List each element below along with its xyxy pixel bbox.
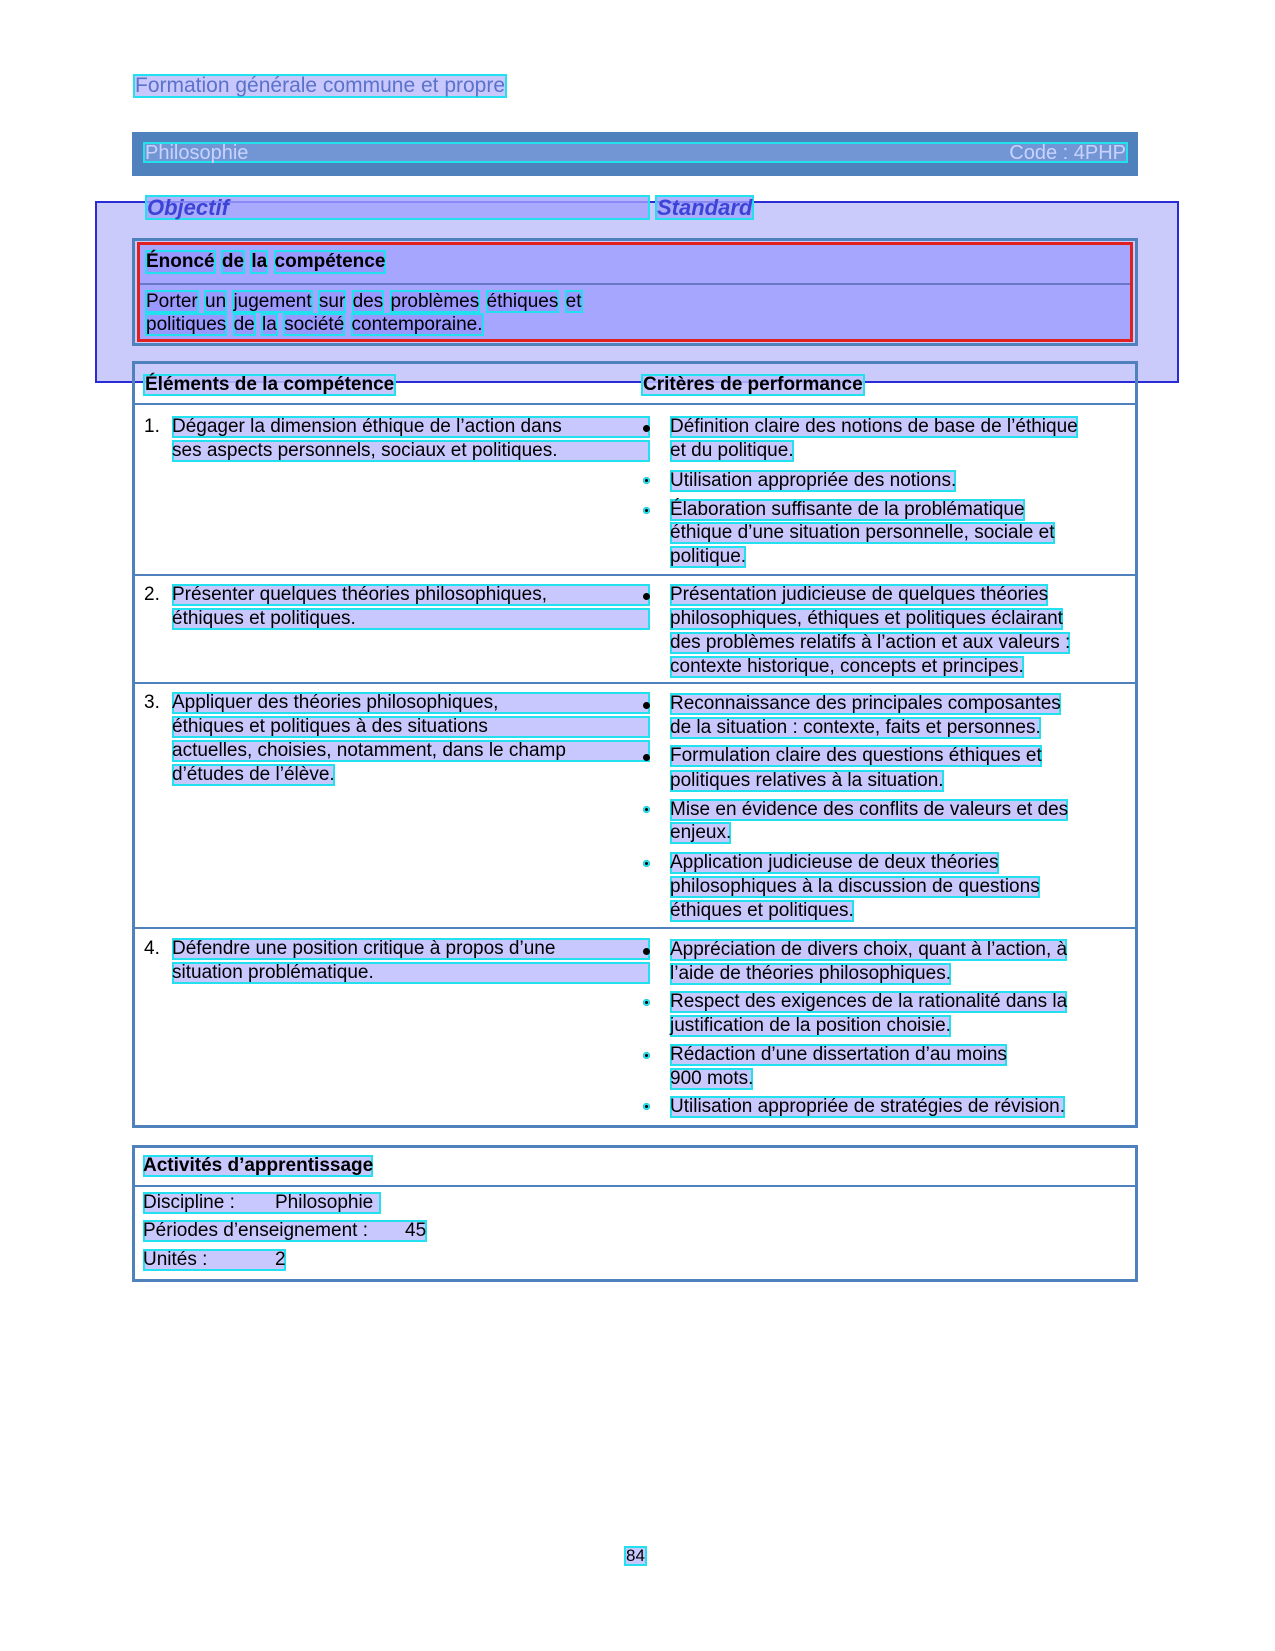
enonce-title-word: compétence — [274, 251, 386, 272]
element-text-line: actuelles, choisies, notamment, dans le champ — [172, 740, 650, 762]
criterion-text-line: l’aide de théories philosophiques. — [670, 963, 951, 984]
column-header-elements: Éléments de la compétence — [145, 374, 395, 395]
page-number: 84 — [626, 1546, 645, 1565]
element-text-line: éthiques et politiques. — [172, 608, 650, 630]
table-row-divider — [135, 574, 1135, 576]
enonce-word: de — [233, 314, 255, 335]
enonce-word: jugement — [233, 291, 312, 312]
bullet-icon — [643, 1052, 650, 1059]
criterion-text-line: Formulation claire des questions éthiques et — [670, 745, 1042, 766]
bullet-icon — [643, 806, 650, 813]
criterion-text-line: enjeux. — [670, 822, 732, 843]
element-number: 3. — [144, 692, 160, 713]
element-text-line: Dégager la dimension éthique de l’action dans — [172, 416, 650, 438]
enonce-title-word: Énoncé — [146, 251, 215, 272]
bullet-icon — [643, 754, 650, 761]
criterion-text-line: 900 mots. — [670, 1068, 754, 1089]
bullet-icon — [643, 477, 650, 484]
bullet-icon — [643, 425, 650, 432]
criterion-text-line: Rédaction d’une dissertation d’au moins — [670, 1044, 1007, 1065]
criterion-text-line: Application judicieuse de deux théories — [670, 852, 999, 873]
criterion-text-line: de la situation : contexte, faits et personnes. — [670, 717, 1041, 738]
criterion-text-line: Appréciation de divers choix, quant à l’action, à — [670, 939, 1068, 960]
criterion-text-line: Mise en évidence des conflits de valeurs et des — [670, 799, 1069, 820]
criterion-text-line: philosophiques à la discussion de questions — [670, 876, 1040, 897]
enonce-word: politiques — [146, 314, 227, 335]
criterion-text-line: Utilisation appropriée de stratégies de révision. — [670, 1096, 1065, 1117]
course-title-row — [143, 142, 1128, 163]
bullet-icon — [643, 507, 650, 514]
criterion-text-line: justification de la position choisie. — [670, 1015, 951, 1036]
enonce-word: problèmes — [390, 291, 480, 312]
discipline-value: Philosophie — [275, 1192, 374, 1213]
element-text-line: Présenter quelques théories philosophiques, — [172, 584, 650, 606]
enonce-text-line — [145, 313, 484, 336]
enonce-word: sur — [318, 291, 346, 312]
criterion-text-line: Utilisation appropriée des notions. — [670, 470, 957, 491]
periodes-label: Périodes d’enseignement : — [143, 1220, 368, 1241]
bullet-icon — [643, 593, 650, 600]
element-number: 1. — [144, 416, 160, 437]
criterion-text-line: Présentation judicieuse de quelques théories — [670, 584, 1049, 605]
unites-value: 2 — [275, 1249, 286, 1270]
bullet-icon — [643, 860, 650, 867]
table-header-divider — [135, 403, 1135, 405]
criterion-text-line: Élaboration suffisante de la problématique — [670, 499, 1025, 520]
enonce-title-word: la — [251, 251, 268, 272]
element-number: 4. — [144, 938, 160, 959]
element-number: 2. — [144, 584, 160, 605]
table-row-divider — [135, 682, 1135, 684]
periodes-row — [143, 1220, 427, 1242]
criterion-text-line: contexte historique, concepts et principes. — [670, 656, 1024, 677]
unites-row — [143, 1249, 286, 1271]
criterion-text-line: Définition claire des notions de base de l’éthique — [670, 416, 1078, 437]
criterion-text-line: philosophiques, éthiques et politiques éclairant — [670, 608, 1063, 629]
criterion-text-line: et du politique. — [670, 440, 794, 461]
criterion-text-line: politique. — [670, 546, 747, 567]
bullet-icon — [643, 999, 650, 1006]
enonce-word: contemporaine. — [351, 314, 483, 335]
course-title-bar — [132, 132, 1138, 176]
criterion-text-line: politiques relatives à la situation. — [670, 770, 944, 791]
unites-label: Unités : — [143, 1249, 208, 1270]
criterion-text-line: éthiques et politiques. — [670, 900, 854, 921]
enonce-word: la — [261, 314, 277, 335]
bullet-icon — [643, 1103, 650, 1110]
criterion-text-line: éthique d’une situation personnelle, sociale et — [670, 522, 1055, 543]
periodes-value: 45 — [405, 1220, 427, 1241]
activites-title: Activités d’apprentissage — [143, 1155, 374, 1176]
element-text-line: Défendre une position critique à propos d’une — [172, 938, 650, 960]
criterion-text-line: Reconnaissance des principales composantes — [670, 693, 1061, 714]
discipline-label: Discipline : — [143, 1192, 235, 1213]
criterion-text-line: Respect des exigences de la rationalité dans la — [670, 991, 1068, 1012]
enonce-word: un — [205, 291, 227, 312]
enonce-title-word: de — [221, 251, 245, 272]
enonce-divider — [140, 283, 1130, 285]
enonce-word: et — [565, 291, 582, 312]
element-text-line: éthiques et politiques à des situations — [172, 716, 650, 738]
objectif-heading: Objectif — [145, 195, 650, 220]
enonce-text-line — [145, 290, 583, 313]
discipline-row — [143, 1192, 381, 1214]
element-text-line: d’études de l’élève. — [172, 764, 335, 785]
document-title: Formation générale commune et propre — [135, 74, 506, 97]
course-code: Code : 4PHP — [1009, 142, 1126, 164]
column-header-criteres: Critères de performance — [643, 374, 863, 395]
bullet-icon — [643, 702, 650, 709]
enonce-word: société — [284, 314, 345, 335]
element-text-line: Appliquer des théories philosophiques, — [172, 692, 650, 714]
element-text-line: ses aspects personnels, sociaux et politiques. — [172, 440, 650, 462]
criterion-text-line: des problèmes relatifs à l’action et aux valeurs : — [670, 632, 1071, 653]
enonce-title — [145, 250, 386, 274]
enonce-word: éthiques — [486, 291, 559, 312]
course-name: Philosophie — [145, 142, 249, 164]
activites-divider — [135, 1185, 1135, 1187]
element-text-line: situation problématique. — [172, 962, 650, 984]
enonce-word: Porter — [146, 291, 198, 312]
enonce-word: des — [352, 291, 384, 312]
standard-heading: Standard — [657, 195, 753, 220]
table-row-divider — [135, 927, 1135, 929]
bullet-icon — [643, 948, 650, 955]
